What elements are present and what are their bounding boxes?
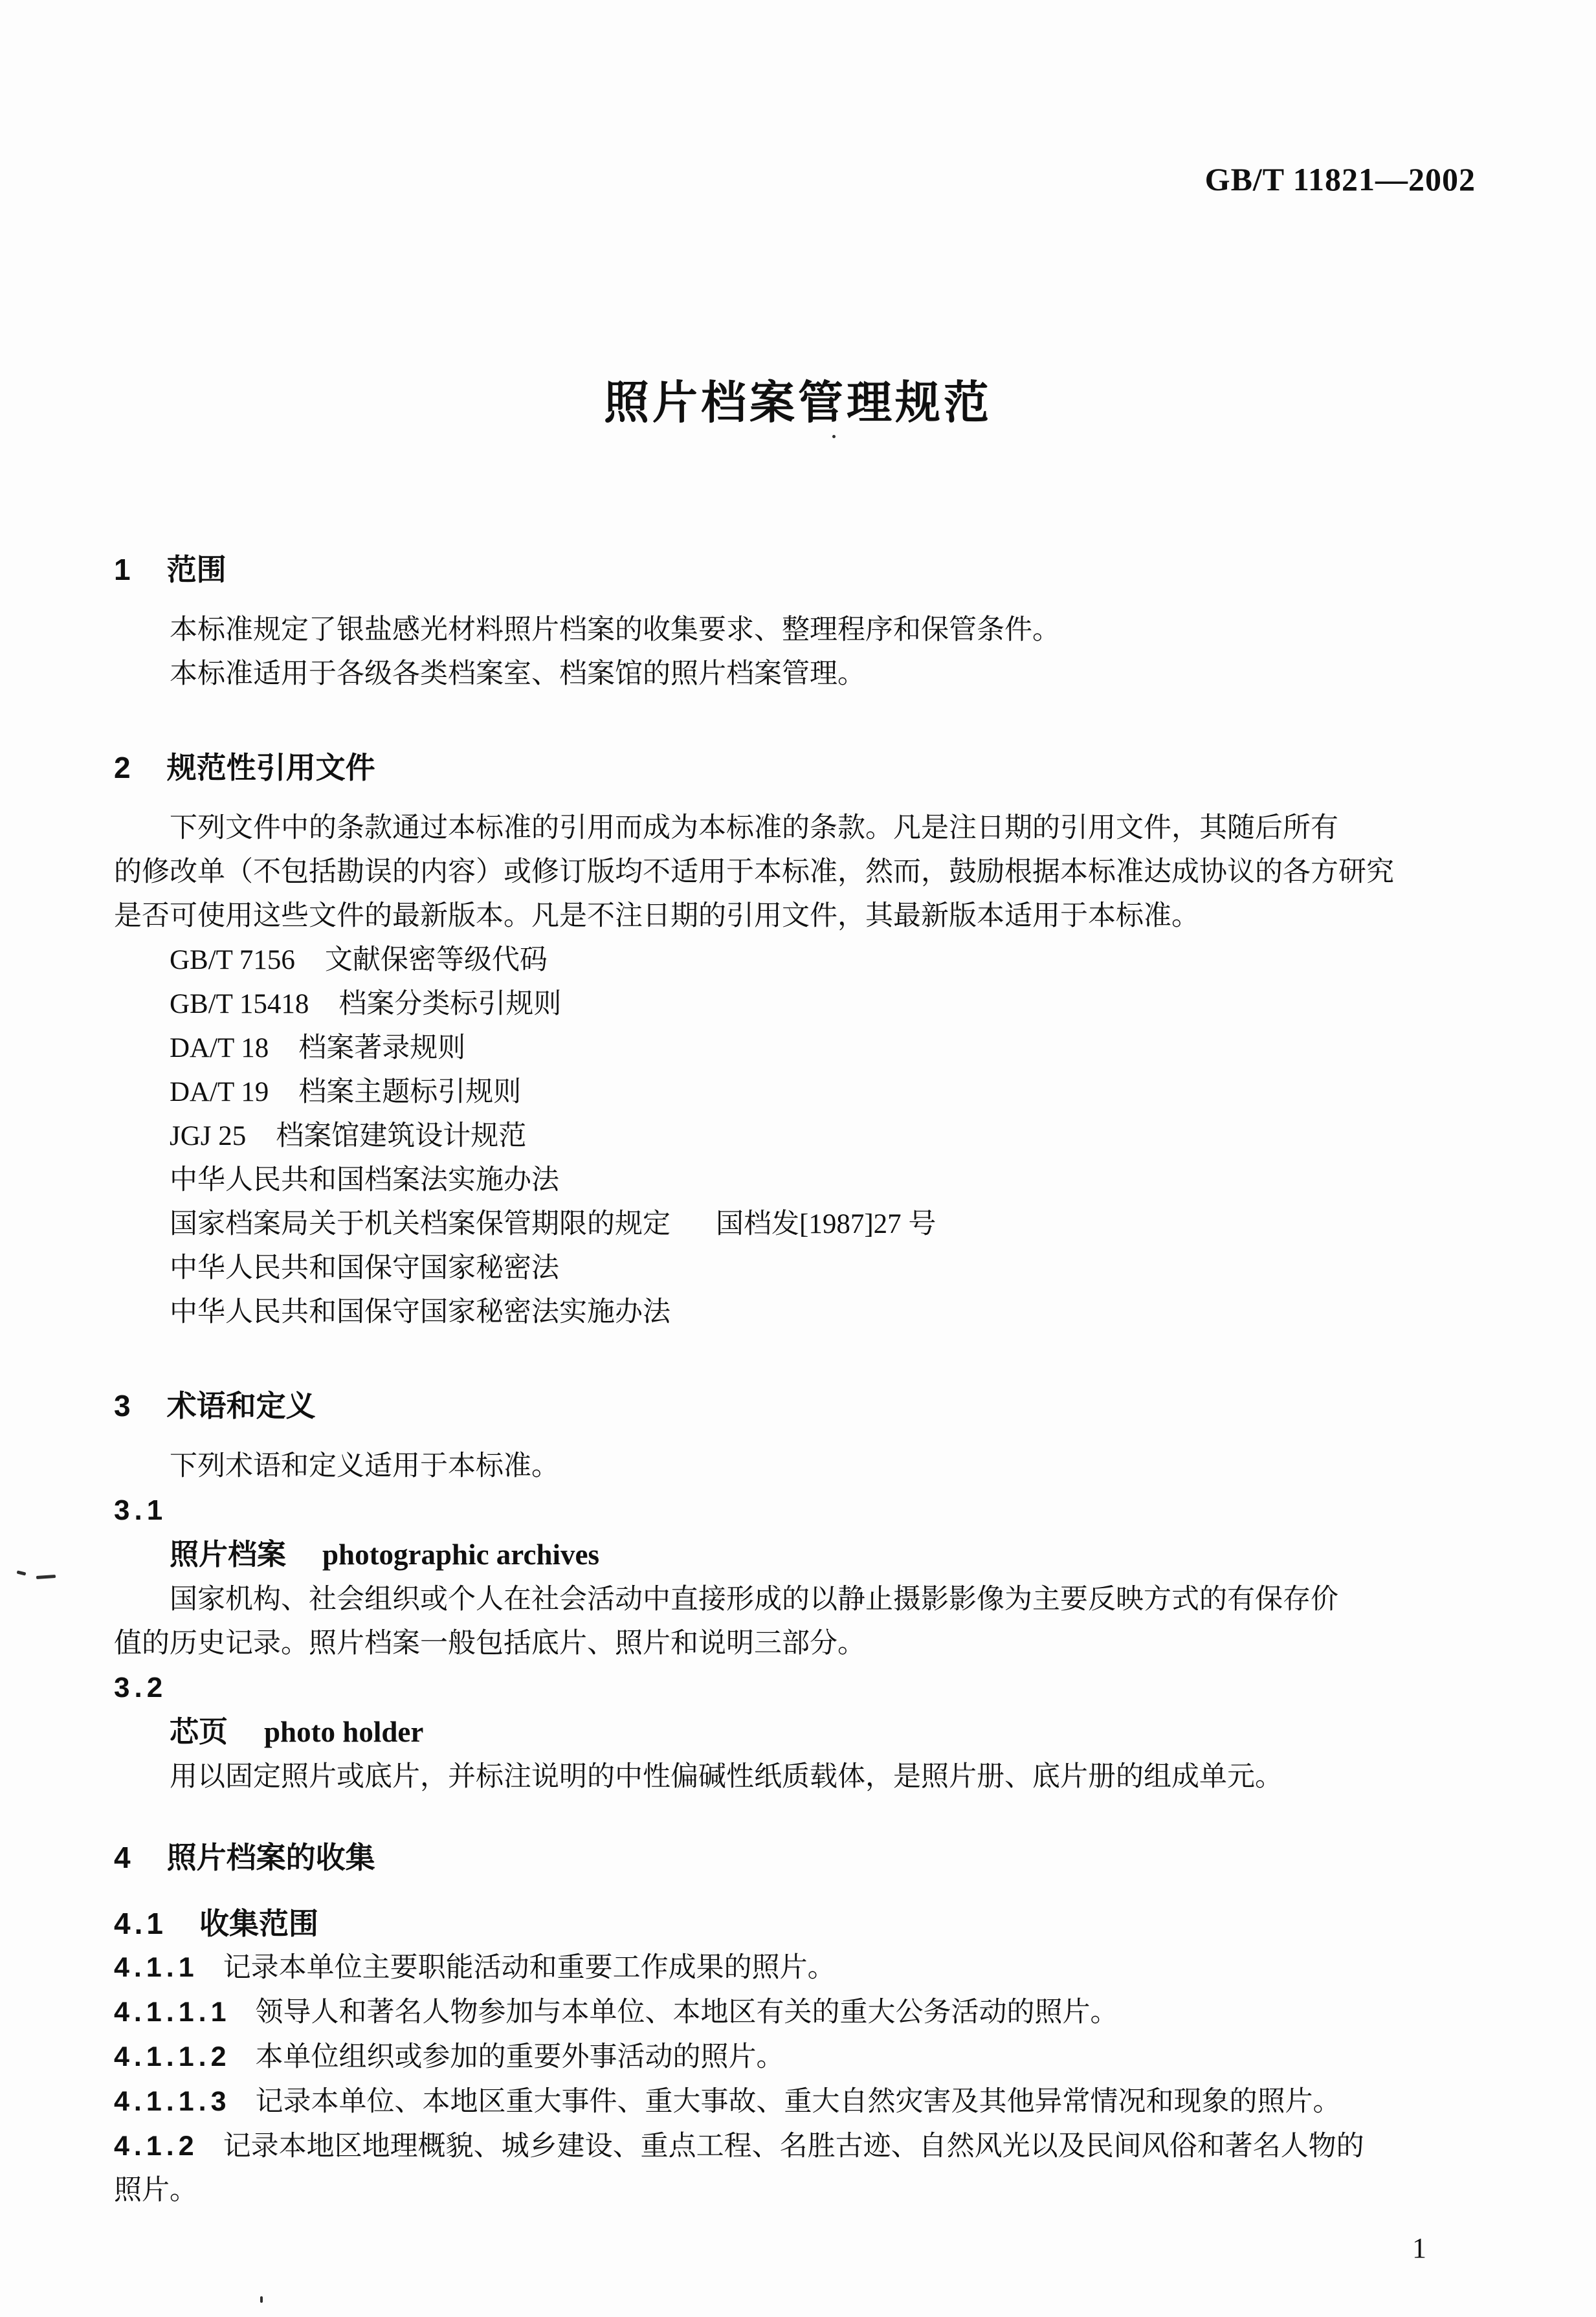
reference-name: 档案馆建筑设计规范: [276, 1121, 527, 1151]
term-zh: 芯页: [170, 1715, 228, 1748]
paragraph-line: 本标准规定了银盐感光材料照片档案的收集要求、整理程序和保管条件。: [170, 615, 1060, 645]
standard-number: GB/T 11821—2002: [1204, 161, 1476, 197]
term-zh: 照片档案: [170, 1538, 287, 1571]
reference-item: [114, 1203, 1499, 1247]
clause-4-1-1-3: [114, 2079, 1499, 2124]
definition-line: 国家机构、社会组织或个人在社会活动中直接形成的以静止摄影影像为主要反映方式的有保存价: [170, 1584, 1338, 1615]
paragraph-line: 的修改单（不包括勘误的内容）或修订版均不适用于本标准，然而，鼓励根据本标准达成协议的各方研究: [114, 857, 1394, 887]
reference-name: 文献保密等级代码: [324, 945, 548, 975]
section-2-title: 规范性引用文件: [166, 751, 375, 784]
section-4-title: 照片档案的收集: [166, 1841, 375, 1874]
reference-item: [114, 982, 1499, 1026]
clause-number: 4.1.1: [114, 1952, 199, 1983]
section-3-number: 3: [114, 1389, 135, 1423]
clause-text: 本单位组织或参加的重要外事活动的照片。: [255, 2042, 784, 2072]
clause-text: 记录本地区地理概貌、城乡建设、重点工程、名胜古迹、自然风光以及民间风俗和著名人物的: [223, 2131, 1364, 2162]
reference-doc-no: 国档发[1987]27 号: [716, 1209, 937, 1239]
section-2-heading: [114, 746, 1499, 790]
paragraph-line: 下列文件中的条款通过本标准的引用而成为本标准的条款。凡是注日期的引用文件，其随后所有: [170, 813, 1338, 843]
reference-name: 档案主题标引规则: [298, 1077, 522, 1107]
term-3-1: [114, 1533, 1499, 1578]
section-2-number: 2: [114, 751, 135, 784]
section-4-1-title: 收集范围: [199, 1907, 318, 1940]
term-en: photo holder: [264, 1716, 424, 1748]
clause-text: 记录本单位主要职能活动和重要工作成果的照片。: [223, 1953, 836, 1983]
clause-number: 4.1.1.2: [114, 2041, 231, 2072]
clause-text: 领导人和著名人物参加与本单位、本地区有关的重大公务活动的照片。: [255, 1997, 1118, 2028]
clause-number: 4.1.1.3: [114, 2086, 231, 2117]
scan-artifact-tick: [17, 1570, 27, 1575]
clause-4-1-2-continuation: 照片。: [114, 2175, 197, 2206]
reference-item: [114, 1026, 1499, 1070]
definition-line: 值的历史记录。照片档案一般包括底片、照片和说明三部分。: [114, 1628, 865, 1659]
reference-code: GB/T 7156: [170, 945, 295, 975]
reference-code: JGJ 25: [170, 1121, 247, 1151]
clause-4-1-2: [114, 2124, 1499, 2169]
paragraph-line: 是否可使用这些文件的最新版本。凡是不注日期的引用文件，其最新版本适用于本标准。: [114, 901, 1199, 931]
reference-name: 中华人民共和国档案法实施办法: [170, 1165, 559, 1195]
section-3-title: 术语和定义: [166, 1389, 316, 1423]
term-3-1-number: 3.1: [114, 1494, 168, 1526]
definition-line: 用以固定照片或底片，并标注说明的中性偏碱性纸质载体，是照片册、底片册的组成单元。: [170, 1762, 1283, 1792]
reference-item: [114, 1158, 1499, 1203]
document-body: [114, 548, 1499, 2213]
section-1-body: [114, 608, 1499, 696]
reference-code: GB/T 15418: [170, 989, 309, 1019]
scan-speck: [832, 435, 836, 438]
term-3-2: [114, 1710, 1499, 1755]
clause-4-1-1-1: [114, 1990, 1499, 2035]
section-3-body: [114, 1445, 1499, 1799]
section-3-heading: [114, 1384, 1499, 1428]
reference-item: [114, 1114, 1499, 1158]
term-3-2-number: 3.2: [114, 1672, 168, 1703]
section-4-heading: [114, 1835, 1499, 1879]
scan-artifact-dash: [36, 1575, 56, 1579]
clause-number: 4.1.2: [114, 2131, 199, 2162]
section-4-1-heading: [114, 1901, 1499, 1946]
reference-item: [114, 1291, 1499, 1335]
scan-speck: [260, 2296, 263, 2303]
section-4-1-number: 4.1: [114, 1907, 167, 1940]
clause-text: 记录本单位、本地区重大事件、重大事故、重大自然灾害及其他异常情况和现象的照片。: [255, 2087, 1341, 2117]
reference-name: 国家档案局关于机关档案保管期限的规定: [170, 1209, 671, 1239]
document-title: 照片档案管理规范: [604, 377, 992, 428]
paragraph-line: 本标准适用于各级各类档案室、档案馆的照片档案管理。: [170, 659, 865, 689]
section-1-title: 范围: [166, 553, 227, 586]
reference-item: [114, 1247, 1499, 1291]
reference-name: 档案著录规则: [298, 1033, 466, 1063]
reference-name: 中华人民共和国保守国家秘密法实施办法: [170, 1297, 671, 1327]
reference-item: [114, 938, 1499, 982]
section-1-heading: [114, 548, 1499, 592]
terms-intro: 下列术语和定义适用于本标准。: [170, 1451, 559, 1481]
section-2-body: [114, 806, 1499, 1335]
page-number: 1: [1412, 2232, 1426, 2264]
reference-code: DA/T 19: [170, 1077, 269, 1107]
clause-4-1-1: [114, 1946, 1499, 1990]
reference-item: [114, 1070, 1499, 1114]
clause-4-1-1-2: [114, 2035, 1499, 2079]
section-4-number: 4: [114, 1841, 135, 1874]
term-en: photographic archives: [322, 1538, 599, 1571]
reference-name: 中华人民共和国保守国家秘密法: [170, 1253, 559, 1283]
reference-code: DA/T 18: [170, 1033, 269, 1063]
clause-number: 4.1.1.1: [114, 1997, 231, 2028]
section-1-number: 1: [114, 553, 135, 586]
reference-name: 档案分类标引规则: [338, 989, 562, 1019]
